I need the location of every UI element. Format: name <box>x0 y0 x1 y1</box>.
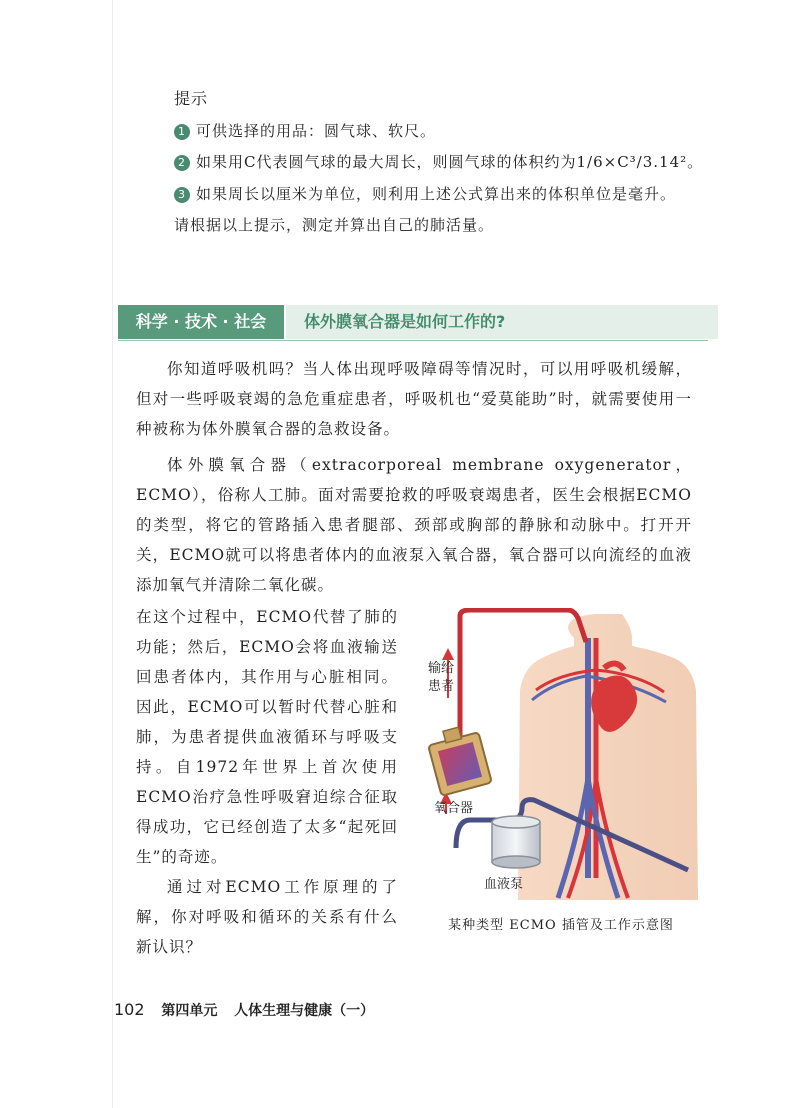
label-oxygenator: 氧合器 <box>434 801 474 816</box>
section-banner <box>118 305 718 339</box>
blood-pump-device <box>492 816 540 868</box>
paragraph-ecmo-definition: 体外膜氧合器（extracorporeal membrane oxygenerator，ECMO），俗称人工肺。面对需要抢救的呼吸衰竭患者，医生会根据ECMO的类型，将它的管路插入患者腿部、颈部或胸部的静脉和动脉中。打开开关，ECMO就可以将患者体内的血液泵入氧合器，氧合器可以向流经的血液添加氧气并清除二氧化碳。 <box>136 456 692 594</box>
hint-number-badge: 1 <box>174 124 190 140</box>
figure-caption: 某种类型 ECMO 插管及工作示意图 <box>448 918 674 933</box>
hint-item-1 <box>174 120 436 141</box>
label-to-patient: 输给患者 <box>428 661 455 694</box>
hint-number-badge: 3 <box>174 187 190 203</box>
ecmo-illustration <box>418 608 698 900</box>
label-blood-pump: 血液泵 <box>484 877 524 892</box>
unit-label: 第四单元 <box>161 1003 218 1019</box>
ecmo-diagram <box>418 608 698 900</box>
hint-item-2 <box>174 151 703 172</box>
page-edge <box>112 0 113 1108</box>
hint-conclusion: 请根据以上提示，测定并算出自己的肺活量。 <box>174 216 495 234</box>
section-label: 科学 · 技术 · 社会 <box>118 305 284 339</box>
hint-number-badge: 2 <box>174 155 190 171</box>
hint-item-3 <box>174 183 676 204</box>
hint-title: 提示 <box>174 89 209 108</box>
oxygenator-device <box>426 722 492 795</box>
unit-title: 人体生理与健康（一） <box>234 1003 375 1019</box>
hint-item-text: 如果用C代表圆气球的最大周长，则圆气球的体积约为1/6×C³/3.14²。 <box>196 153 704 171</box>
paragraph-ecmo-function: 在这个过程中，ECMO代替了肺的功能；然后，ECMO会将血液输送回患者体内，其作用与心脏相同。因此，ECMO可以暂时代替心脏和肺，为患者提供血液循环与呼吸支持。自1972年世界上首次使用ECMO治疗急性呼吸窘迫综合征取得成功，它已经创造了太多“起死回生”的奇迹。 <box>136 608 398 866</box>
flow-arrowhead-up <box>442 648 454 660</box>
section-divider <box>118 340 708 341</box>
section-title: 体外膜氧合器是如何工作的? <box>286 305 718 339</box>
hint-item-text: 如果周长以厘米为单位，则利用上述公式算出来的体积单位是毫升。 <box>196 185 677 203</box>
page-number: 102 <box>114 1000 145 1019</box>
hint-item-text: 可供选择的用品：圆气球、软尺。 <box>196 122 437 140</box>
page-footer <box>114 1000 374 1020</box>
paragraph-question: 通过对ECMO工作原理的了解，你对呼吸和循环的关系有什么新认识？ <box>136 878 398 956</box>
paragraph-intro: 你知道呼吸机吗？当人体出现呼吸障碍等情况时，可以用呼吸机缓解，但对一些呼吸衰竭的急危重症患者，呼吸机也“爱莫能助”时，就需要使用一种被称为体外膜氧合器的急救设备。 <box>136 360 692 438</box>
